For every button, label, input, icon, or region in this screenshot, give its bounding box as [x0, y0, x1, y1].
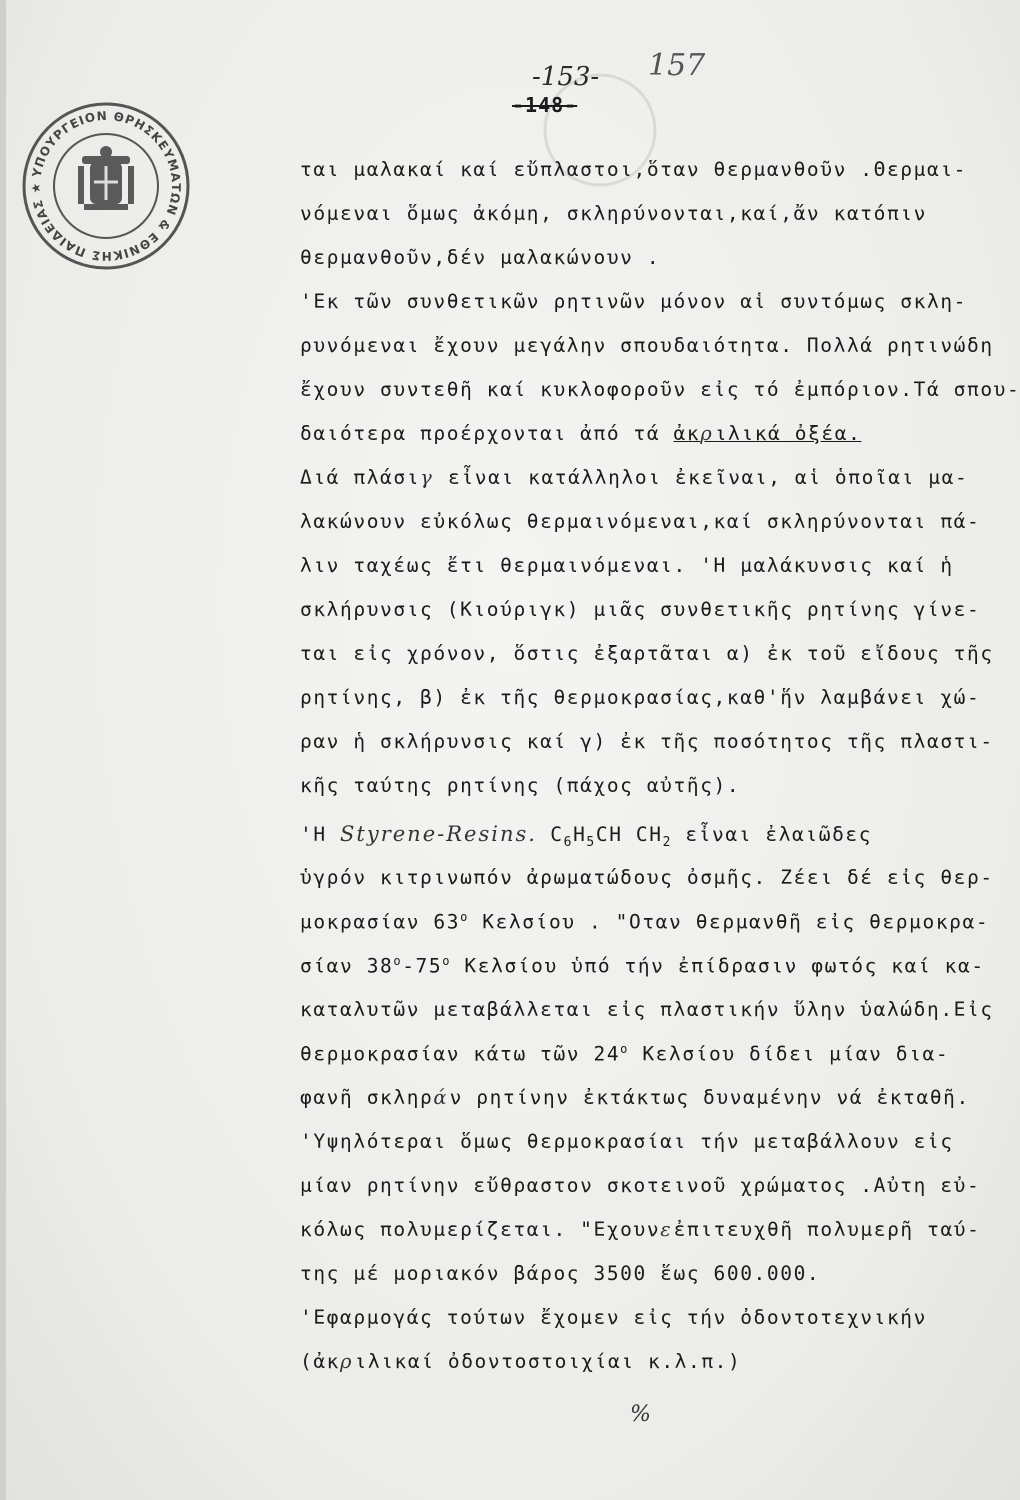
text-line: μοκρασίαν $63^o$ Κελσίου . "Οταν θερμανθῆ εἰς θερμοκρα- [300, 910, 990, 934]
text-line: θερμοκρασίαν κάτω τῶν $24^o$ Κελσίου δίδει μίαν δια- [300, 1042, 950, 1066]
typed-page-number: -148- [512, 93, 578, 117]
text-line: ἔχουν συντεθῆ καί κυκλοφοροῦν εἰς τό ἐμπόριον.Τά σπου- [300, 378, 1020, 401]
text-line: 'Εφαρμογάς τούτων ἔχομεν εἰς τήν ὀδοντοτεχνικήν [300, 1306, 927, 1329]
text-line: ρυνόμεναι ἔχουν μεγάλην σπουδαιότητα. Πολλά ρητινώδη [300, 334, 994, 357]
archive-number: 157 [648, 48, 706, 83]
page-edge [0, 0, 6, 1500]
text-line: ραν ἡ σκλήρυνσις καί γ) ἐκ τῆς ποσότητος τῆς πλαστι- [300, 730, 994, 753]
text-line: νόμεναι ὅμως ἀκόμη, σκληρύνονται,καί,ἄν κατόπιν [300, 202, 927, 225]
text-line: φανῆ σκληράν ρητίνην ἐκτάκτως δυναμένην νά ἐκταθῆ. [300, 1086, 970, 1109]
text-line: κῆς ταύτης ρητίνης (πάχος αὐτῆς). [300, 774, 741, 797]
text-line: της μέ μοριακόν βάρος 3500 ἕως 600.000. [300, 1262, 821, 1285]
text-line: λακώνουν εὐκόλως θερμαινόμεναι,καί σκληρύνονται πά- [300, 510, 981, 533]
text-line: ὑγρόν κιτρινωπόν ἀρωματώδους ὀσμῆς. Ζέει δέ εἰς θερ- [300, 866, 994, 889]
text-line: καταλυτῶν μεταβάλλεται εἰς πλαστικήν ὕλην ὑαλώδη.Εἰς [300, 998, 994, 1021]
text-line: μίαν ρητίνην εὔθραστον σκοτεινοῦ χρώματος .Αὐτη εὐ- [300, 1174, 981, 1197]
handwritten-page-number: -153- [532, 62, 600, 92]
text-line: 'Υψηλότεραι ὅμως θερμοκρασίαι τήν μεταβάλλουν εἰς [300, 1130, 954, 1153]
text-line: 'Η Styrene-Resins. $C_6H_5CH$ $CH_2$ εἶναι ἐλαιῶδες [300, 822, 873, 850]
text-line: θερμανθοῦν,δέν μαλακώνουν . [300, 246, 661, 269]
text-line: ται μαλακαί καί εὔπλαστοι,ὅταν θερμανθοῦν .Θερμαι- [300, 158, 967, 181]
text-line: 'Εκ τῶν συνθετικῶν ρητινῶν μόνον αἱ συντόμως σκλη- [300, 290, 967, 313]
text-line: λιν ταχέως ἔτι θερμαινόμεναι. 'Η μαλάκυνσις καί ἡ [300, 554, 954, 577]
ministry-stamp [20, 100, 192, 272]
text-line: δαιότερα προέρχονται ἀπό τά ἀκριλικά ὀξέα. [300, 422, 862, 445]
coat-of-arms-icon [78, 146, 134, 210]
text-line: σίαν $38^o-75^o$ Κελσίου ὑπό τήν ἐπίδρασιν φωτός καί κα- [300, 954, 985, 978]
text-line: κόλως πολυμερίζεται. "Εχουνεἐπιτευχθῆ πολυμερῆ ταύ- [300, 1218, 981, 1241]
footer-mark: % [630, 1402, 651, 1427]
text-line: Διά πλάσιγ εἶναι κατάλληλοι ἐκεῖναι, αἱ ὁποῖαι μα- [300, 466, 969, 489]
text-line: ται εἰς χρόνον, ὅστις ἐξαρτᾶται α) ἐκ τοῦ εἴδους τῆς [300, 642, 994, 665]
text-line: ρητίνης, β) ἐκ τῆς θερμοκρασίας,καθ'ἥν λαμβάνει χώ- [300, 686, 981, 709]
svg-text:ΥΠΟΥΡΓΕΙΟΝ ΘΡΗΣΚΕΥΜΑΤΩΝ & ΕΘΝΙ: ΥΠΟΥΡΓΕΙΟΝ ΘΡΗΣΚΕΥΜΑΤΩΝ & ΕΘΝΙΚΗΣ ΠΑΙΔΕΙΑΣ ★ [28, 108, 184, 264]
text-line: σκλήρυνσις (Κιούριγκ) μιᾶς συνθετικῆς ρητίνης γίνε- [300, 598, 981, 621]
text-line: (ἀκριλικαί ὀδοντοστοιχίαι κ.λ.π.) [300, 1350, 742, 1373]
